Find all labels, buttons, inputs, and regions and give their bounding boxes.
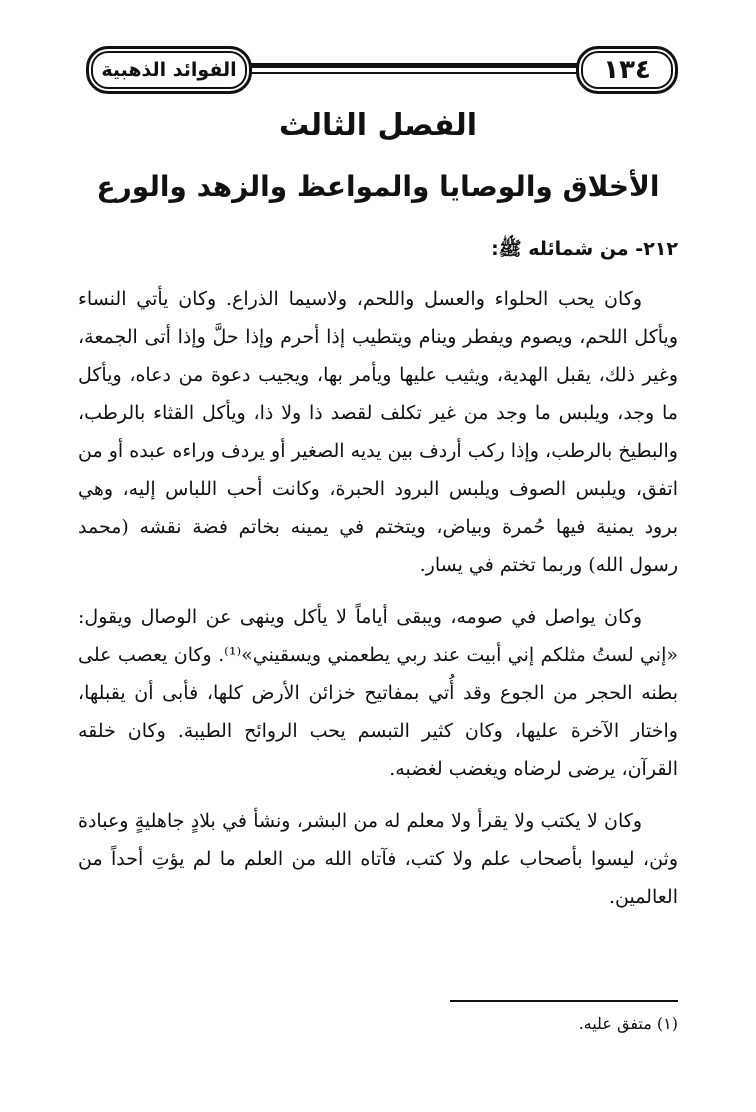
paragraph: وكان يحب الحلواء والعسل واللحم، ولاسيما الذراع. وكان يأتي النساء ويأكل اللحم، ويصوم ويفطر وينام ويتطيب إذا أحرم وإذا حلَّ وإذا أتى الجمعة، وغير ذلك، يقبل الهدية، ويثيب عليها ويأمر بها، ويجيب دعوة من دعاه، ويأكل ما وجد، ويلبس ما وجد من غير تكلف لقصد ذا ولا ذا، ويأكل القثاء بالرطب، والبطيخ بالرطب، وإذا ركب أردف بين يديه الصغير أو يردف وراءه عبده أو من اتفق، ويلبس الصوف ويلبس البرود الحبرة، وكانت أحب اللباس إليه، وهي برود يمنية فيها حُمرة وبياض، ويتختم في يمينه بخاتم فضة نقشه (محمد رسول الله) وربما تختم في يسار. <box>78 288 678 576</box>
footnote: (١) متفق عليه. <box>578 1014 678 1033</box>
book-title-label: الفوائد الذهبية <box>101 59 237 81</box>
paragraph: وكان يواصل في صومه، ويبقى أياماً لا يأكل وينهى عن الوصال ويقول: «إني لستُ مثلكم إني أبيت عند ربي يطعمني ويسقيني»⁽¹⁾. وكان يعصب على بطنه الحجر من الجوع وقد أُتي بمفاتيح خزائن الأرض كلها، فأبى أن يقبلها، واختار الآخرة عليها، وكان كثير التبسم يحب الروائح الطيبة. وكان خلقه القرآن، يرضى لرضاه ويغضب لغضبه. <box>78 606 679 780</box>
body-text <box>78 280 678 930</box>
page-number <box>576 46 678 94</box>
chapter-subtitle: الأخلاق والوصايا والمواعظ والزهد والورع <box>96 170 660 203</box>
footnote-divider <box>450 1000 678 1002</box>
page-number-label: ١٣٤ <box>603 55 651 85</box>
section-heading: ٢١٢- من شمائله ﷺ: <box>491 238 678 260</box>
chapter-title: الفصل الثالث <box>278 108 477 143</box>
paragraph: وكان لا يكتب ولا يقرأ ولا معلم له من البشر، ونشأ في بلادٍ جاهليةٍ وعبادة وثن، ليسوا بأصحاب علم ولا كتب، فآتاه الله من العلم ما لم يؤتِ أحداً من العالمين. <box>78 810 678 908</box>
book-title-badge <box>86 46 252 94</box>
